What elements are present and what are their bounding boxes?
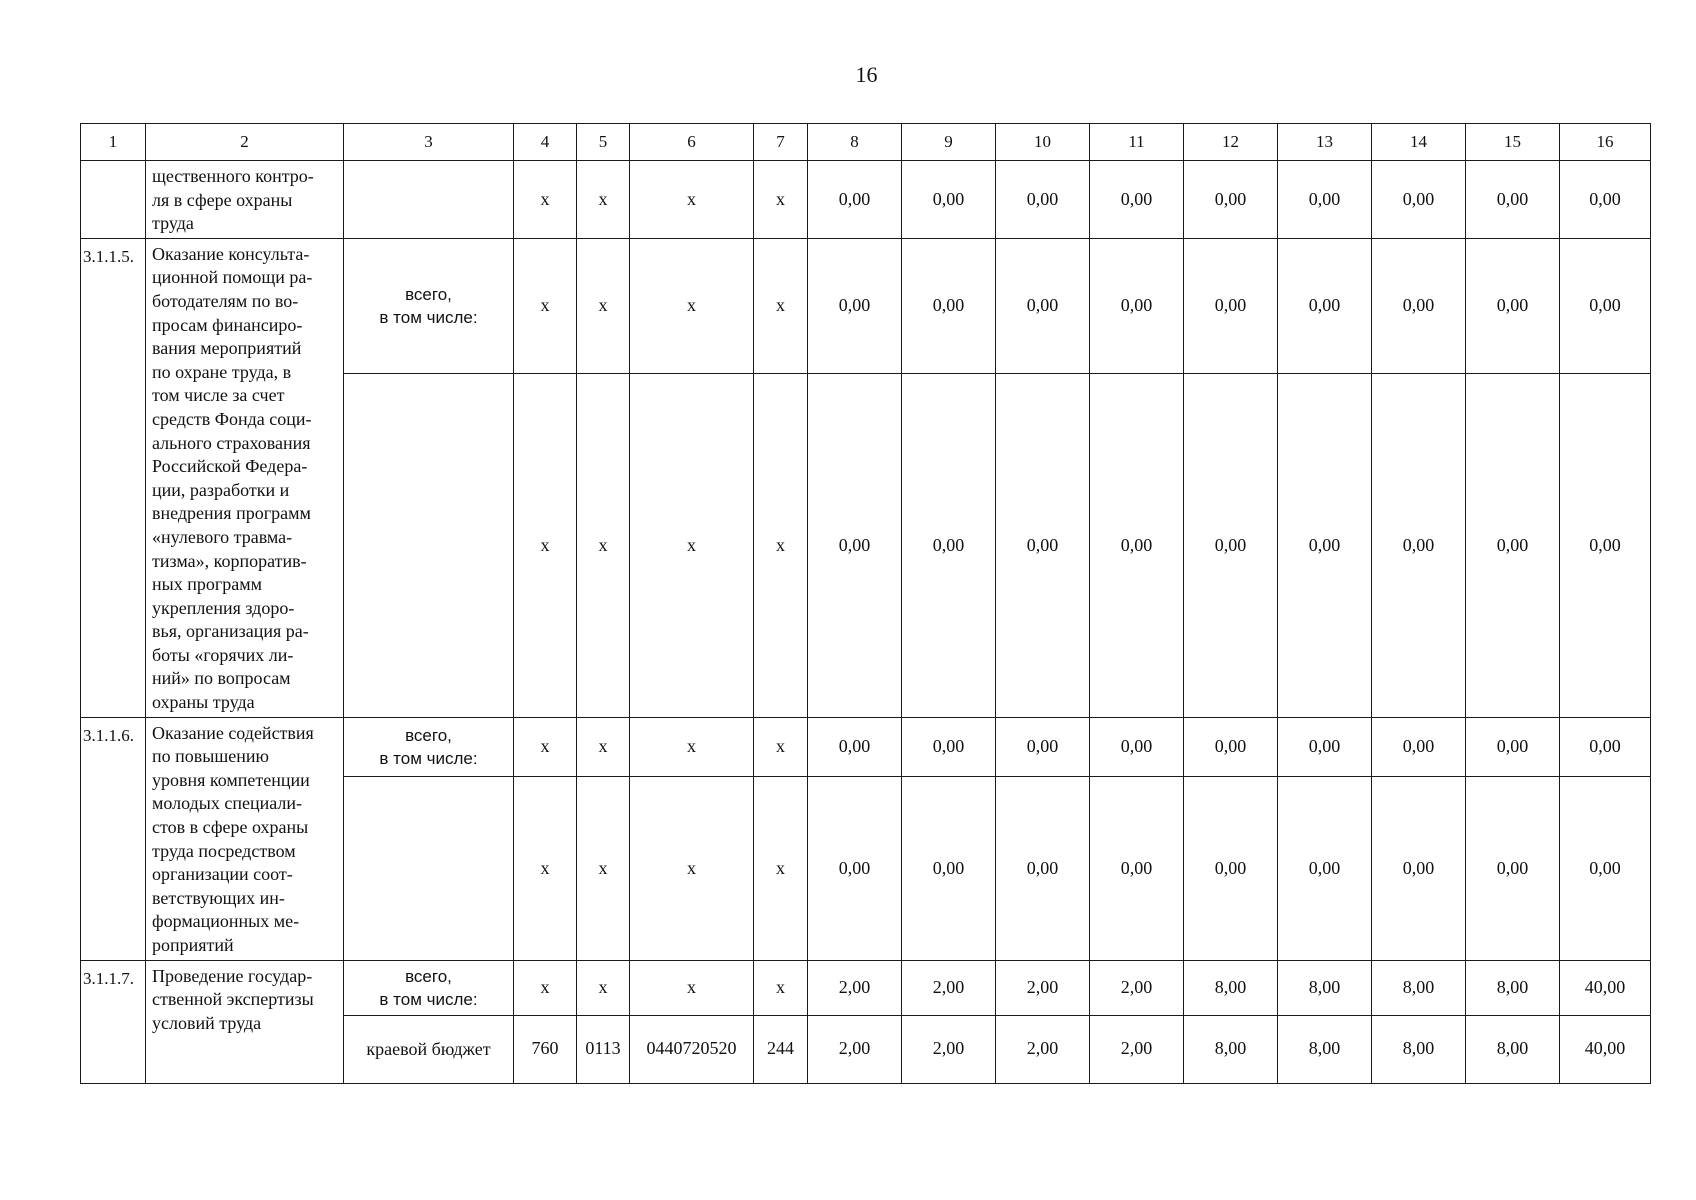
amount-cell: 0,00 <box>996 238 1090 373</box>
amount-cell: 0,00 <box>902 161 996 239</box>
amount-cell: 8,00 <box>1372 960 1466 1015</box>
amount-cell: 0,00 <box>1090 161 1184 239</box>
amount-cell: 0,00 <box>1466 777 1560 961</box>
column-number: 12 <box>1184 124 1278 161</box>
amount-cell: 0,00 <box>996 777 1090 961</box>
budget-classification-cell: x <box>577 717 630 776</box>
budget-classification-cell: x <box>754 960 808 1015</box>
amount-cell: 0,00 <box>1466 161 1560 239</box>
item-name-cell <box>146 960 344 1083</box>
amount-cell: 0,00 <box>1278 374 1372 718</box>
item-name-line: ственной экспертизы <box>152 989 314 1010</box>
budget-classification-cell: x <box>577 238 630 373</box>
amount-cell: 0,00 <box>902 717 996 776</box>
item-name-cell <box>146 238 344 717</box>
amount-cell: 0,00 <box>996 374 1090 718</box>
column-number: 13 <box>1278 124 1372 161</box>
item-name-line: формационных ме- <box>152 911 300 932</box>
column-number: 11 <box>1090 124 1184 161</box>
item-name-line: по охране труда, в <box>152 361 292 382</box>
item-name-line: Оказание содействия <box>152 722 314 743</box>
item-name-line: ции, разработки и <box>152 479 290 500</box>
budget-classification-cell: x <box>630 161 754 239</box>
amount-cell: 0,00 <box>1372 717 1466 776</box>
budget-classification-cell: x <box>514 717 577 776</box>
table-row <box>81 960 1651 1015</box>
column-number: 7 <box>754 124 808 161</box>
amount-cell: 0,00 <box>1372 777 1466 961</box>
column-number: 3 <box>344 124 514 161</box>
item-name-line: ний» по вопросам <box>152 668 291 689</box>
amount-cell: 0,00 <box>1278 161 1372 239</box>
budget-classification-cell: x <box>514 960 577 1015</box>
budget-classification-cell: x <box>514 374 577 718</box>
amount-cell: 0,00 <box>808 374 902 718</box>
budget-classification-cell: x <box>630 960 754 1015</box>
budget-classification-cell: x <box>630 238 754 373</box>
item-name-line: по повышению <box>152 746 269 767</box>
amount-cell: 8,00 <box>1278 960 1372 1015</box>
amount-cell: 0,00 <box>1278 717 1372 776</box>
funding-source-cell <box>344 238 514 373</box>
funding-source-cell <box>344 960 514 1015</box>
table-row <box>81 161 1651 239</box>
amount-cell: 0,00 <box>1090 717 1184 776</box>
column-number: 5 <box>577 124 630 161</box>
item-name-line: ветствующих ин- <box>152 887 285 908</box>
amount-cell: 8,00 <box>1372 1015 1466 1083</box>
item-name-line: боты «горячих ли- <box>152 644 294 665</box>
budget-classification-cell: x <box>577 161 630 239</box>
funding-source-cell <box>344 717 514 776</box>
amount-cell: 0,00 <box>808 238 902 373</box>
budget-classification-cell: x <box>754 374 808 718</box>
item-name-cell <box>146 717 344 960</box>
amount-cell: 2,00 <box>1090 1015 1184 1083</box>
funding-source-line: всего, <box>405 725 452 745</box>
amount-cell: 2,00 <box>808 1015 902 1083</box>
amount-cell: 0,00 <box>1090 238 1184 373</box>
amount-cell: 0,00 <box>1372 161 1466 239</box>
item-name-line: том числе за счет <box>152 385 285 406</box>
budget-classification-cell: x <box>754 161 808 239</box>
item-name-line: внедрения программ <box>152 503 311 524</box>
amount-cell: 0,00 <box>808 717 902 776</box>
budget-classification-cell: x <box>754 238 808 373</box>
item-name-line: Проведение государ- <box>152 965 313 986</box>
amount-cell: 0,00 <box>902 238 996 373</box>
amount-cell: 8,00 <box>1184 960 1278 1015</box>
item-code-cell <box>81 161 146 239</box>
item-code-cell: 3.1.1.6. <box>81 717 146 960</box>
amount-cell: 2,00 <box>808 960 902 1015</box>
amount-cell: 0,00 <box>1372 374 1466 718</box>
amount-cell: 0,00 <box>1560 161 1651 239</box>
funding-source-cell <box>344 1015 514 1083</box>
item-name-line: ных программ <box>152 574 263 595</box>
funding-source-line: в том числе: <box>379 989 478 1009</box>
amount-cell: 8,00 <box>1466 1015 1560 1083</box>
amount-cell: 0,00 <box>1184 374 1278 718</box>
item-name-line: Оказание консульта- <box>152 243 310 264</box>
column-number: 8 <box>808 124 902 161</box>
column-number: 6 <box>630 124 754 161</box>
item-name-line: роприятий <box>152 935 234 955</box>
column-number: 9 <box>902 124 996 161</box>
funding-source-cell <box>344 161 514 239</box>
column-number-row <box>81 124 1651 161</box>
amount-cell: 2,00 <box>1090 960 1184 1015</box>
item-name-line: условий труда <box>152 1012 262 1033</box>
amount-cell: 2,00 <box>902 960 996 1015</box>
item-name-line: ального страхования <box>152 432 311 453</box>
column-number: 15 <box>1466 124 1560 161</box>
item-name-line: Российской Федера- <box>152 456 308 477</box>
amount-cell: 0,00 <box>902 374 996 718</box>
funding-source-line: всего, <box>405 966 452 986</box>
amount-cell: 0,00 <box>1466 238 1560 373</box>
amount-cell: 0,00 <box>808 777 902 961</box>
column-number: 4 <box>514 124 577 161</box>
column-number: 16 <box>1560 124 1651 161</box>
funding-source-line: краевой бюджет <box>366 1038 491 1059</box>
amount-cell: 2,00 <box>996 1015 1090 1083</box>
budget-classification-cell: x <box>630 777 754 961</box>
item-name-line: организации соот- <box>152 864 293 885</box>
budget-classification-cell: x <box>754 777 808 961</box>
column-number: 14 <box>1372 124 1466 161</box>
item-name-cell <box>146 161 344 239</box>
budget-classification-cell: x <box>577 960 630 1015</box>
item-name-line: вания мероприятий <box>152 338 302 359</box>
amount-cell: 0,00 <box>1466 717 1560 776</box>
amount-cell: 40,00 <box>1560 960 1651 1015</box>
budget-classification-cell: 244 <box>754 1015 808 1083</box>
amount-cell: 8,00 <box>1184 1015 1278 1083</box>
amount-cell: 0,00 <box>1184 777 1278 961</box>
item-name-line: труда посредством <box>152 840 296 861</box>
amount-cell: 0,00 <box>1278 777 1372 961</box>
budget-classification-cell: x <box>514 777 577 961</box>
item-name-line: молодых специали- <box>152 793 303 814</box>
amount-cell: 0,00 <box>1560 777 1651 961</box>
amount-cell: 0,00 <box>1184 238 1278 373</box>
column-number: 10 <box>996 124 1090 161</box>
item-name-line: «нулевого травма- <box>152 526 293 547</box>
amount-cell: 8,00 <box>1466 960 1560 1015</box>
item-name-line: ционной помощи ра- <box>152 267 313 288</box>
item-name-line: средств Фонда соци- <box>152 408 312 429</box>
budget-classification-cell: x <box>754 717 808 776</box>
amount-cell: 0,00 <box>1090 777 1184 961</box>
budget-classification-cell: x <box>577 777 630 961</box>
item-name-line: ля в сфере охраны <box>152 189 293 210</box>
item-name-line: вья, организация ра- <box>152 621 309 642</box>
item-name-line: ботодателям по во- <box>152 290 299 311</box>
item-name-line: просам финансиро- <box>152 314 303 335</box>
amount-cell: 2,00 <box>996 960 1090 1015</box>
funding-source-line: в том числе: <box>379 748 478 768</box>
funding-source-cell <box>344 777 514 961</box>
amount-cell: 0,00 <box>1560 238 1651 373</box>
page-number: 16 <box>855 62 878 87</box>
budget-classification-cell: x <box>514 238 577 373</box>
item-name-line: уровня компетенции <box>152 769 310 790</box>
amount-cell: 0,00 <box>1184 717 1278 776</box>
item-code-cell: 3.1.1.7. <box>81 960 146 1083</box>
amount-cell: 0,00 <box>1278 238 1372 373</box>
item-name-line: укрепления здоро- <box>152 597 295 618</box>
table-row <box>81 238 1651 373</box>
funding-source-line: в том числе: <box>379 307 478 327</box>
budget-classification-cell: x <box>577 374 630 718</box>
item-name-line: тизма», корпоратив- <box>152 550 307 571</box>
amount-cell: 0,00 <box>902 777 996 961</box>
amount-cell: 8,00 <box>1278 1015 1372 1083</box>
amount-cell: 0,00 <box>996 161 1090 239</box>
item-name-line: труда <box>152 213 194 234</box>
funding-source-cell <box>344 374 514 718</box>
amount-cell: 2,00 <box>902 1015 996 1083</box>
amount-cell: 40,00 <box>1560 1015 1651 1083</box>
amount-cell: 0,00 <box>1560 374 1651 718</box>
amount-cell: 0,00 <box>1372 238 1466 373</box>
item-name-line: охраны труда <box>152 692 255 713</box>
budget-classification-cell: 760 <box>514 1015 577 1083</box>
table-row <box>81 717 1651 776</box>
amount-cell: 0,00 <box>808 161 902 239</box>
item-name-line: стов в сфере охраны <box>152 817 309 838</box>
budget-classification-cell: x <box>514 161 577 239</box>
budget-classification-cell: x <box>630 374 754 718</box>
column-number: 1 <box>81 124 146 161</box>
amount-cell: 0,00 <box>1184 161 1278 239</box>
funding-source-line: всего, <box>405 284 452 304</box>
budget-classification-cell: 0440720520 <box>630 1015 754 1083</box>
item-code-cell: 3.1.1.5. <box>81 238 146 717</box>
budget-table <box>80 123 1651 1084</box>
amount-cell: 0,00 <box>1560 717 1651 776</box>
amount-cell: 0,00 <box>1090 374 1184 718</box>
budget-classification-cell: 0113 <box>577 1015 630 1083</box>
budget-classification-cell: x <box>630 717 754 776</box>
item-name-line: щественного контро- <box>152 166 314 186</box>
amount-cell: 0,00 <box>1466 374 1560 718</box>
column-number: 2 <box>146 124 344 161</box>
amount-cell: 0,00 <box>996 717 1090 776</box>
